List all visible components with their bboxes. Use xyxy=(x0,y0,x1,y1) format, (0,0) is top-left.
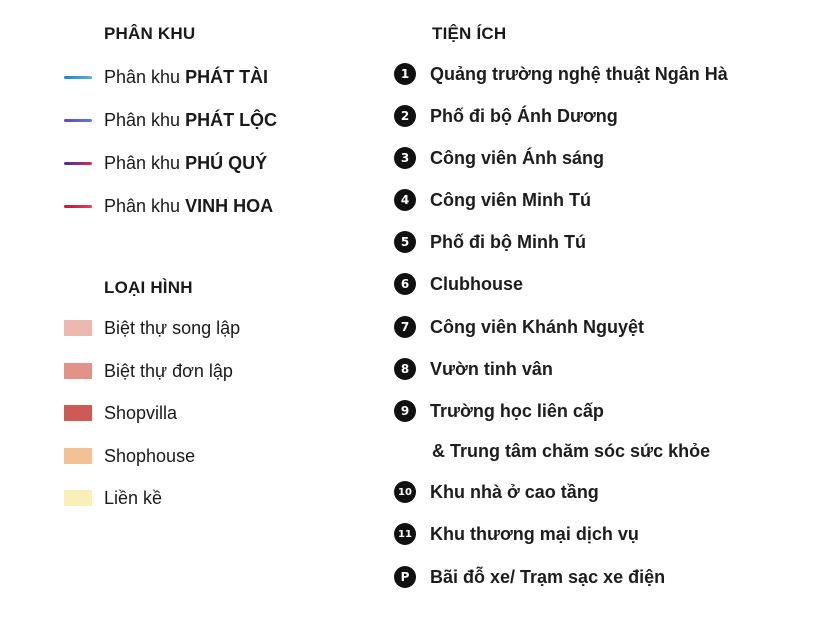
amenity-label: Khu nhà ở cao tầng xyxy=(430,481,599,502)
amenity-item-parking xyxy=(394,564,665,590)
zone-name: PHÁT TÀI xyxy=(185,66,269,87)
number-badge-icon: 11 xyxy=(394,523,416,545)
amenity-label: Khu thương mại dịch vụ xyxy=(430,523,639,544)
type-label: Biệt thự song lập xyxy=(104,317,241,338)
zone-prefix: Phân khu xyxy=(104,152,186,173)
zone-line-icon xyxy=(64,119,92,122)
type-item-shopvilla xyxy=(64,400,177,426)
zones-heading: PHÂN KHU xyxy=(104,24,196,43)
amenity-item-9 xyxy=(394,398,604,424)
amenity-label: Công viên Khánh Nguyệt xyxy=(430,316,645,337)
amenity-label: Phố đi bộ Ánh Dương xyxy=(430,105,618,126)
zone-line-icon xyxy=(64,205,92,208)
parking-badge-icon: P xyxy=(394,566,416,588)
zone-item-phat-tai xyxy=(64,64,268,90)
zone-name: PHÁT LỘC xyxy=(185,109,278,130)
zone-prefix: Phân khu xyxy=(104,109,186,130)
type-item-don-lap xyxy=(64,358,233,384)
amenity-label: Clubhouse xyxy=(430,273,523,294)
amenity-item-5 xyxy=(394,229,586,255)
zone-name: PHÚ QUÝ xyxy=(185,152,268,173)
zone-line-icon xyxy=(64,162,92,165)
zone-prefix: Phân khu xyxy=(104,195,186,216)
zone-item-vinh-hoa xyxy=(64,193,273,219)
types-heading: LOẠI HÌNH xyxy=(104,278,193,297)
amenity-item-1 xyxy=(394,61,728,87)
zone-item-phu-quy xyxy=(64,150,267,176)
zone-item-phat-loc xyxy=(64,107,277,133)
number-badge-icon: 7 xyxy=(394,316,416,338)
type-swatch xyxy=(64,448,92,464)
type-item-song-lap xyxy=(64,315,240,341)
number-badge-icon: 6 xyxy=(394,273,416,295)
type-label: Liền kề xyxy=(104,487,163,508)
number-badge-icon: 2 xyxy=(394,105,416,127)
number-badge-icon: 3 xyxy=(394,147,416,169)
type-label: Shopvilla xyxy=(104,402,178,423)
amenity-item-7 xyxy=(394,314,644,340)
number-badge-icon: 4 xyxy=(394,189,416,211)
amenity-item-8 xyxy=(394,356,553,382)
zone-prefix: Phân khu xyxy=(104,66,186,87)
type-swatch xyxy=(64,405,92,421)
amenity-label: Trường học liên cấp xyxy=(430,400,604,421)
number-badge-icon: 8 xyxy=(394,358,416,380)
zone-line-icon xyxy=(64,76,92,79)
amenity-item-6 xyxy=(394,271,523,297)
type-item-shophouse xyxy=(64,443,195,469)
type-swatch xyxy=(64,320,92,336)
amenity-label: Phố đi bộ Minh Tú xyxy=(430,231,586,252)
type-swatch xyxy=(64,363,92,379)
amenity-item-3 xyxy=(394,145,604,171)
type-swatch xyxy=(64,490,92,506)
number-badge-icon: 1 xyxy=(394,63,416,85)
amenity-label: Công viên Ánh sáng xyxy=(430,147,605,168)
type-label: Shophouse xyxy=(104,445,196,466)
amenity-item-2 xyxy=(394,103,618,129)
amenity-label: Công viên Minh Tú xyxy=(430,189,591,210)
amenities-heading: TIỆN ÍCH xyxy=(432,24,507,43)
number-badge-icon: 10 xyxy=(394,481,416,503)
amenity-label: Bãi đỗ xe/ Trạm sạc xe điện xyxy=(430,566,666,587)
zone-name: VINH HOA xyxy=(185,195,274,216)
type-item-lien-ke xyxy=(64,485,162,511)
amenity-label: Quảng trường nghệ thuật Ngân Hà xyxy=(430,63,728,84)
amenity-item-10 xyxy=(394,479,599,505)
amenity-label: Vườn tinh vân xyxy=(430,358,553,379)
amenity-9-continuation: & Trung tâm chăm sóc sức khỏe xyxy=(432,441,711,461)
amenity-item-11 xyxy=(394,521,639,547)
number-badge-icon: 9 xyxy=(394,400,416,422)
number-badge-icon: 5 xyxy=(394,231,416,253)
type-label: Biệt thự đơn lập xyxy=(104,360,233,381)
amenity-item-4 xyxy=(394,187,591,213)
